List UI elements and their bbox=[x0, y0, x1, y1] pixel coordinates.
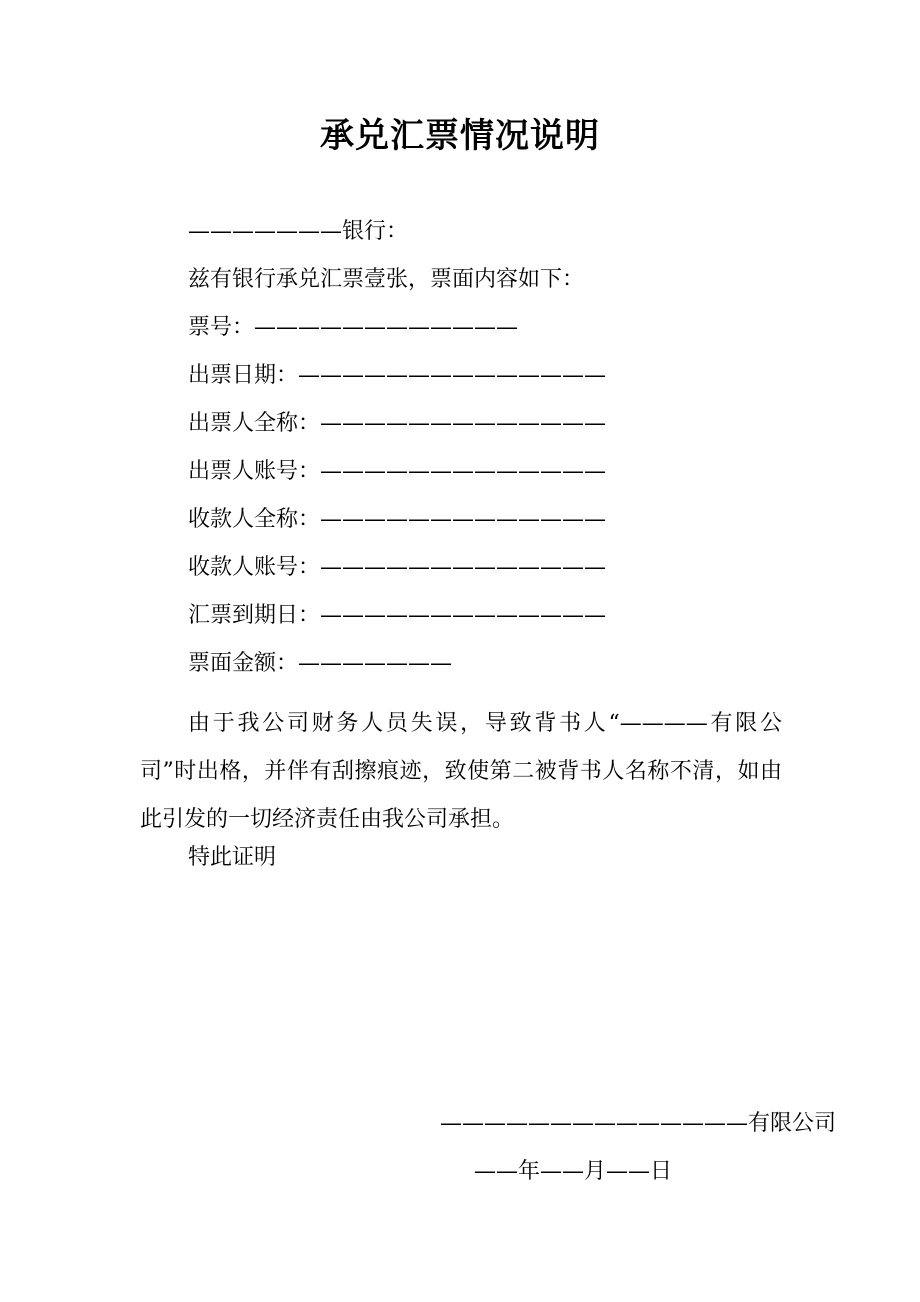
addressee-line: ———————银行： bbox=[188, 219, 409, 244]
closing-line: 特此证明 bbox=[188, 845, 277, 870]
signature-date: ——年——月——日 bbox=[474, 1159, 673, 1184]
field-face-amount: 票面金额：——————— bbox=[188, 651, 453, 676]
field-drawer-name: 出票人全称：————————————— bbox=[188, 411, 607, 436]
statement-paragraph: 由于我公司财务人员失误，导致背书人“————有限公司”时出格，并伴有刮擦痕迹，致使第二被背书人名称不清，如由此引发的一切经济责任由我公司承担。 bbox=[140, 711, 782, 832]
document-title: 承兑汇票情况说明 bbox=[320, 116, 600, 156]
signature-company: ——————————————有限公司 bbox=[440, 1111, 837, 1136]
intro-line: 兹有银行承兑汇票壹张，票面内容如下： bbox=[188, 267, 585, 292]
field-payee-name: 收款人全称：————————————— bbox=[188, 507, 607, 532]
field-issue-date: 出票日期：—————————————— bbox=[188, 363, 607, 388]
field-drawer-account: 出票人账号：————————————— bbox=[188, 459, 607, 484]
field-due-date: 汇票到期日：————————————— bbox=[188, 603, 607, 628]
field-ticket-number: 票号：———————————— bbox=[188, 315, 519, 340]
field-payee-account: 收款人账号：————————————— bbox=[188, 555, 607, 580]
